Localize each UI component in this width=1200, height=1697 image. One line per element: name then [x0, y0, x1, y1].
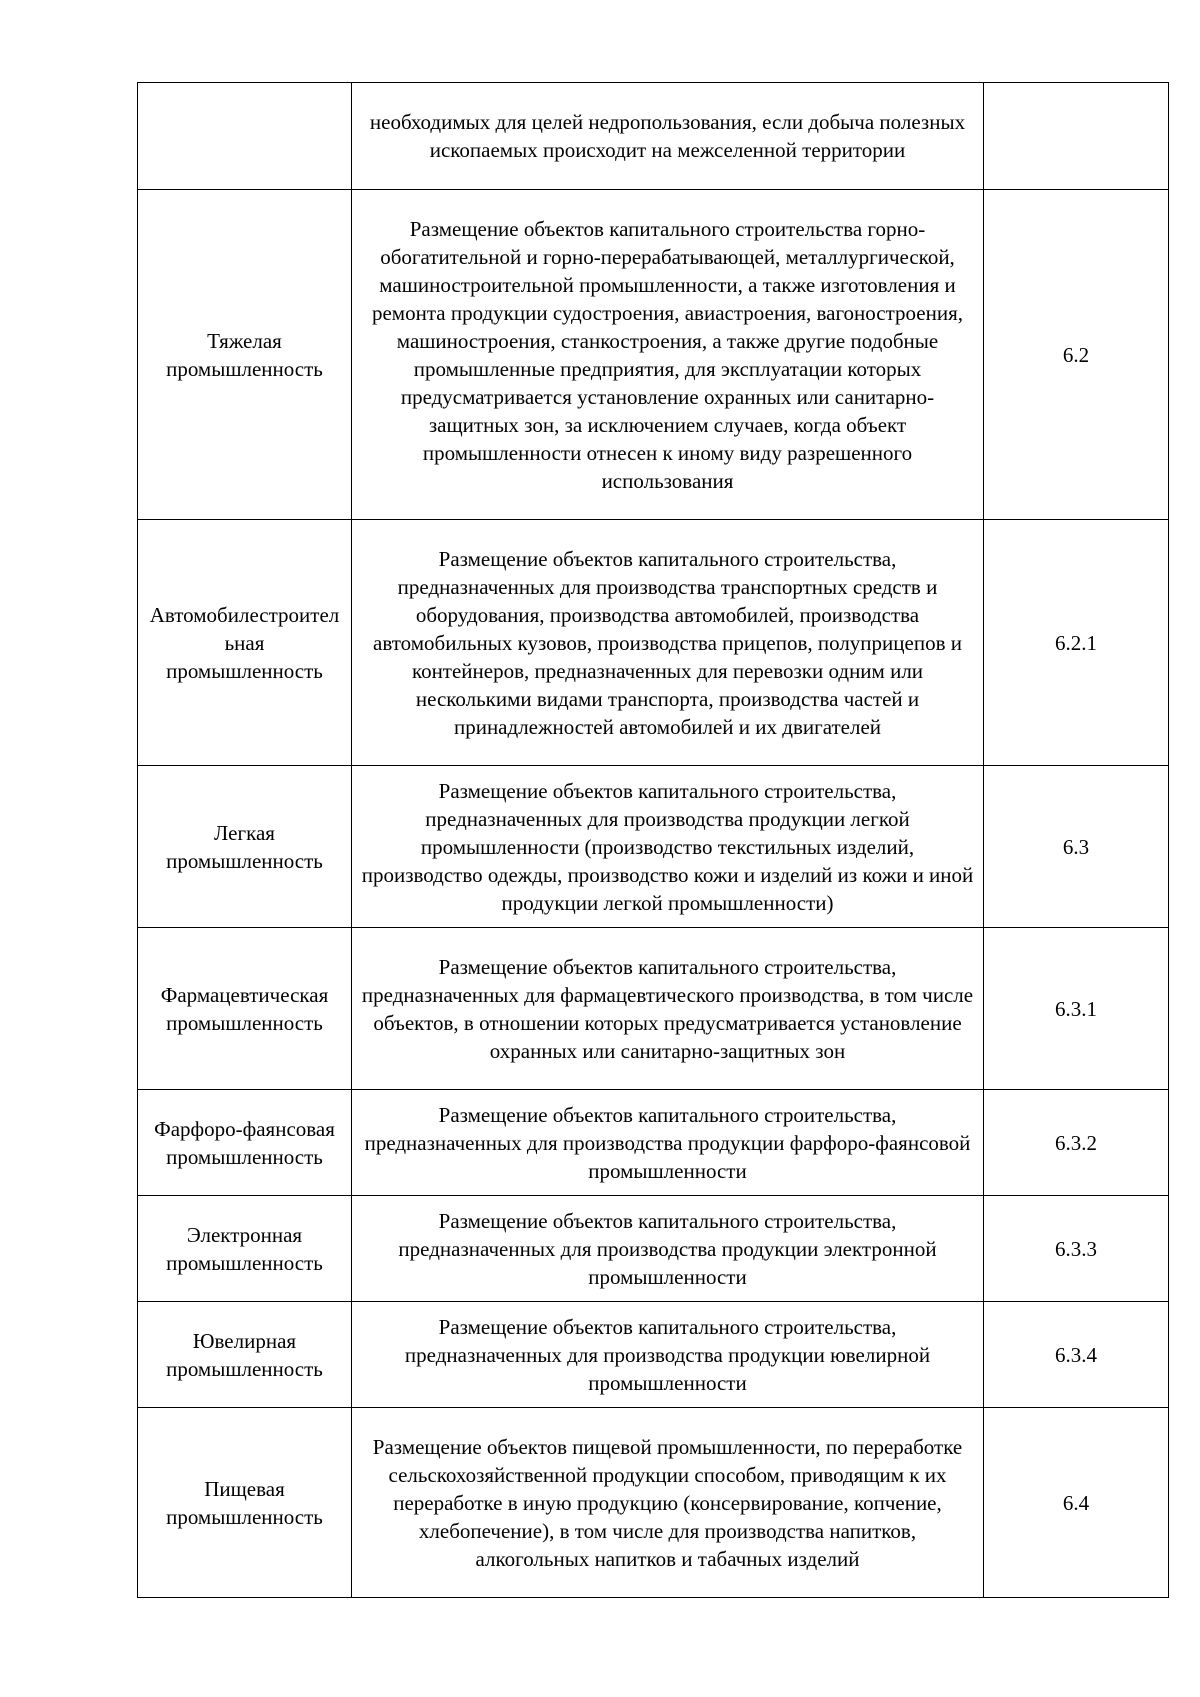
use-type-description: Размещение объектов капитального строительства, предназначенных для производства продукции фарфоро-фаянсовой промышленности [352, 1090, 984, 1196]
use-type-code: 6.3.1 [984, 928, 1169, 1090]
use-type-name: Легкая промышленность [138, 766, 352, 928]
use-type-name: Ювелирная промышленность [138, 1302, 352, 1408]
table-row [138, 1090, 1169, 1196]
use-type-code: 6.3.2 [984, 1090, 1169, 1196]
table-row [138, 928, 1169, 1090]
use-type-description: Размещение объектов капитального строительства, предназначенных для производства продукции ювелирной промышленности [352, 1302, 984, 1408]
use-type-description: Размещение объектов пищевой промышленности, по переработке сельскохозяйственной продукции способом, приводящим к их переработке в иную продукцию (консервирование, копчение, хлебопечение), в том числе для производства напитков, алкогольных напитков и табачных изделий [352, 1408, 984, 1598]
use-type-description: Размещение объектов капитального строительства, предназначенных для фармацевтического производства, в том числе объектов, в отношении которых предусматривается установление охранных или санитарно-защитных зон [352, 928, 984, 1090]
use-type-name [138, 83, 352, 190]
use-type-code: 6.3.3 [984, 1196, 1169, 1302]
use-type-description: Размещение объектов капитального строительства горно-обогатительной и горно-перерабатывающей, металлургической, машиностроительной промышленности, а также изготовления и ремонта продукции судостроения, авиастроения, вагоностроения, машиностроения, станкостроения, а также другие подобные промышленные предприятия, для эксплуатации которых предусматривается установление охранных или санитарно-защитных зон, за исключением случаев, когда объект промышленности отнесен к иному виду разрешенного использования [352, 190, 984, 520]
use-type-name: Фармацевтическая промышленность [138, 928, 352, 1090]
table-row [138, 766, 1169, 928]
use-type-name: Автомобилестроительная промышленность [138, 520, 352, 766]
use-type-code [984, 83, 1169, 190]
use-type-name: Электронная промышленность [138, 1196, 352, 1302]
table-row [138, 190, 1169, 520]
use-type-code: 6.4 [984, 1408, 1169, 1598]
use-type-code: 6.3 [984, 766, 1169, 928]
table-row [138, 1302, 1169, 1408]
table-row [138, 1408, 1169, 1598]
land-use-table [137, 82, 1169, 1598]
use-type-description: Размещение объектов капитального строительства, предназначенных для производства продукции легкой промышленности (производство текстильных изделий, производство одежды, производство кожи и изделий из кожи и иной продукции легкой промышленности) [352, 766, 984, 928]
table-row [138, 83, 1169, 190]
use-type-code: 6.2 [984, 190, 1169, 520]
table-row [138, 520, 1169, 766]
use-type-description: Размещение объектов капитального строительства, предназначенных для производства продукции электронной промышленности [352, 1196, 984, 1302]
use-type-name: Пищевая промышленность [138, 1408, 352, 1598]
use-type-name: Фарфоро-фаянсовая промышленность [138, 1090, 352, 1196]
use-type-code: 6.2.1 [984, 520, 1169, 766]
table-row [138, 1196, 1169, 1302]
use-type-code: 6.3.4 [984, 1302, 1169, 1408]
use-type-name: Тяжелая промышленность [138, 190, 352, 520]
use-type-description: необходимых для целей недропользования, если добыча полезных ископаемых происходит на межселенной территории [352, 83, 984, 190]
use-type-description: Размещение объектов капитального строительства, предназначенных для производства транспортных средств и оборудования, производства автомобилей, производства автомобильных кузовов, производства прицепов, полуприцепов и контейнеров, предназначенных для перевозки одним или несколькими видами транспорта, производства частей и принадлежностей автомобилей и их двигателей [352, 520, 984, 766]
